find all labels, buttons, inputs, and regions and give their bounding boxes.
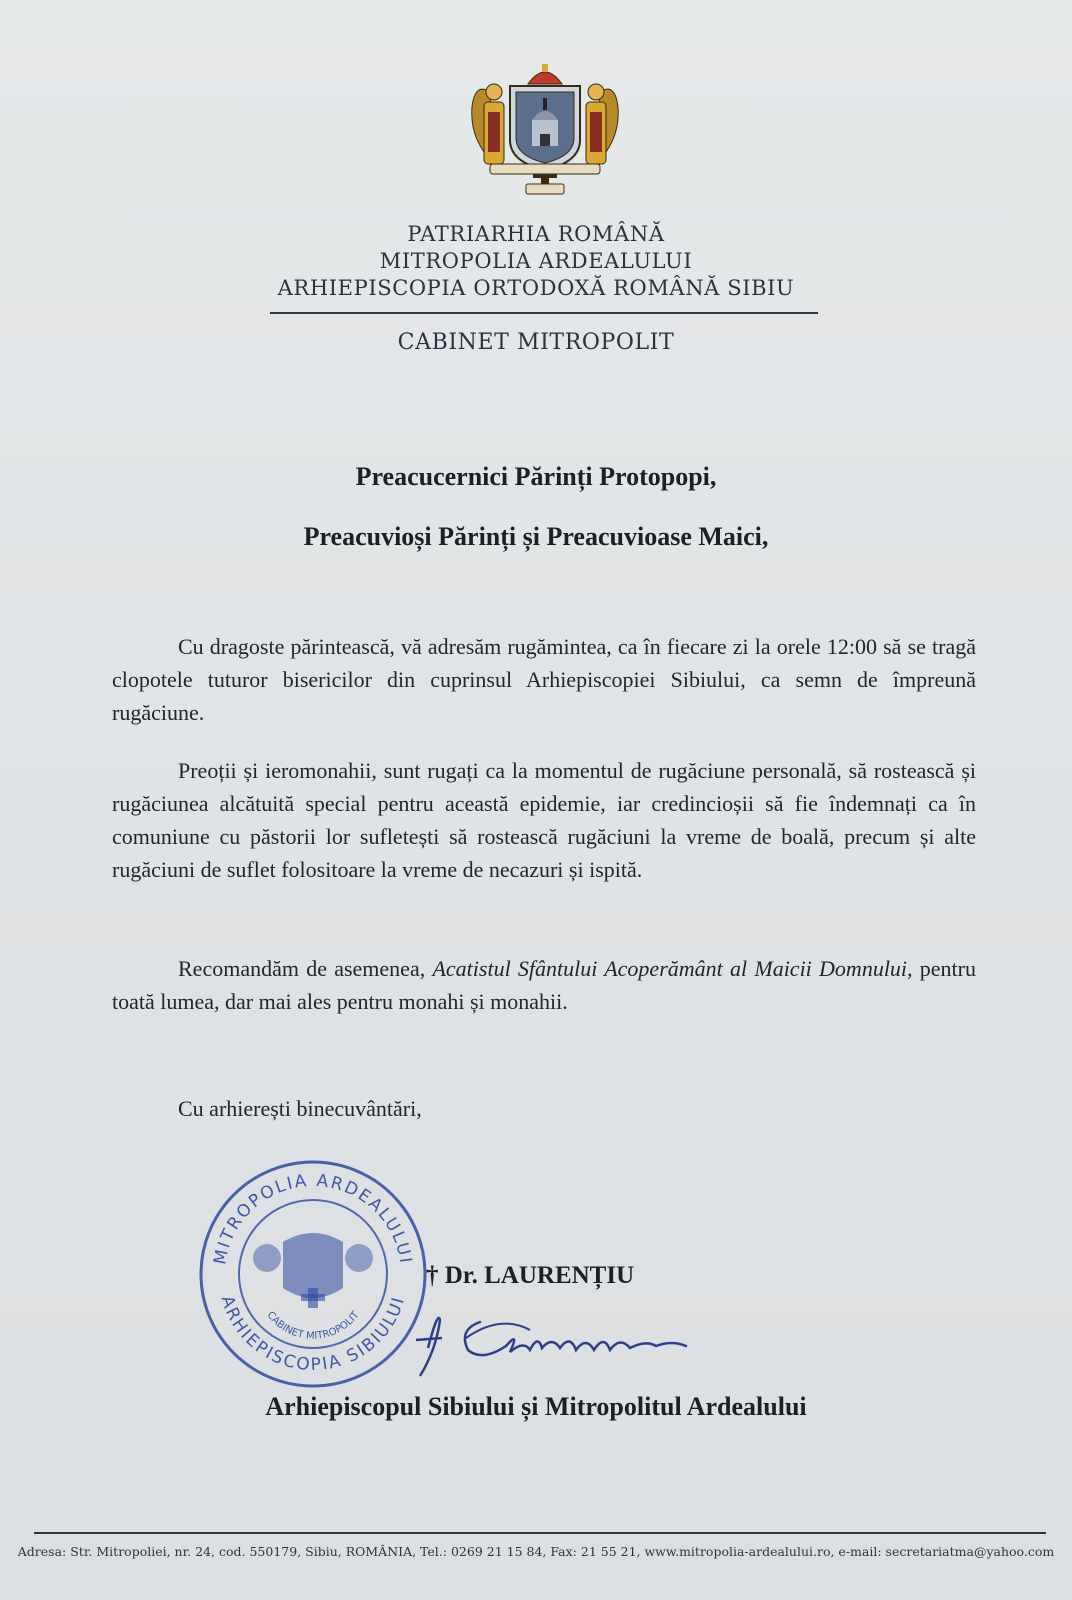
header-patriarchy: PATRIARHIA ROMÂNĂ <box>407 222 665 246</box>
salutation-line-2: Preacuvioși Părinți și Preacuvioase Maici, <box>303 522 769 551</box>
header-office: CABINET MITROPOLIT <box>397 330 675 355</box>
seal-stamp <box>197 1158 429 1390</box>
paragraph-1 <box>112 630 976 729</box>
paragraph-3-start: Recomandăm de asemenea, <box>178 956 433 981</box>
signatory-name: † Dr. LAURENȚIU <box>426 1262 635 1289</box>
footer-divider <box>34 1532 1046 1534</box>
header-archdiocese: ARHIEPISCOPIA ORTODOXĂ ROMÂNĂ SIBIU <box>277 276 795 300</box>
svg-text:ARHIEPISCOPIA SIBIULUI: ARHIEPISCOPIA SIBIULUI <box>216 1293 410 1376</box>
paragraph-2 <box>112 754 976 886</box>
handwritten-signature <box>410 1300 710 1380</box>
paragraph-3-end: pentru toată lumea, dar mai ales pentru monahi și monahii. <box>112 956 976 1014</box>
header-metropolis: MITROPOLIA ARDEALULUI <box>379 249 693 273</box>
paragraph-2-text: Preoții și ieromonahii, sunt rugați ca la momentul de rugăciune personală, să rostească și rugăciunea alcătuită special pentru această epidemie, iar credincioșii să fie îndemnați ca în comuniune cu păstorii lor sufletești să rostească rugăciuni la vreme de boală, precum și alte rugăciuni de suflet folositoare la vreme de necazuri și ispită. <box>112 758 976 882</box>
header-divider <box>270 312 818 314</box>
coat-of-arms-icon <box>470 62 620 197</box>
svg-text:CABINET MITROPOLIT: CABINET MITROPOLIT <box>264 1309 362 1342</box>
svg-text:MITROPOLIA ARDEALULUI: MITROPOLIA ARDEALULUI <box>210 1170 416 1267</box>
paragraph-3-italic: Acatistul Sfântului Acoperământ al Maicii Domnului, <box>432 956 913 981</box>
closing-blessing: Cu arhierești binecuvântări, <box>178 1096 422 1121</box>
signatory-title: Arhiepiscopul Sibiului și Mitropolitul Ardealului <box>265 1392 807 1421</box>
paragraph-3 <box>112 952 976 1018</box>
salutation-line-1: Preacucernici Părinți Protopopi, <box>355 462 717 491</box>
paragraph-1-text: Cu dragoste părintească, vă adresăm rugămintea, ca în fiecare zi la orele 12:00 să se tragă clopotele tuturor bisericilor din cuprinsul Arhiepiscopiei Sibiului, ca semn de împreună rugăciune. <box>112 634 976 725</box>
footer-address: Adresa: Str. Mitropoliei, nr. 24, cod. 550179, Sibiu, ROMÂNIA, Tel.: 0269 21 15 84, Fax: 21 55 21, www.mitropolia-ardealului.ro, e-mail: secretariatma@yahoo.com <box>17 1544 1055 1559</box>
